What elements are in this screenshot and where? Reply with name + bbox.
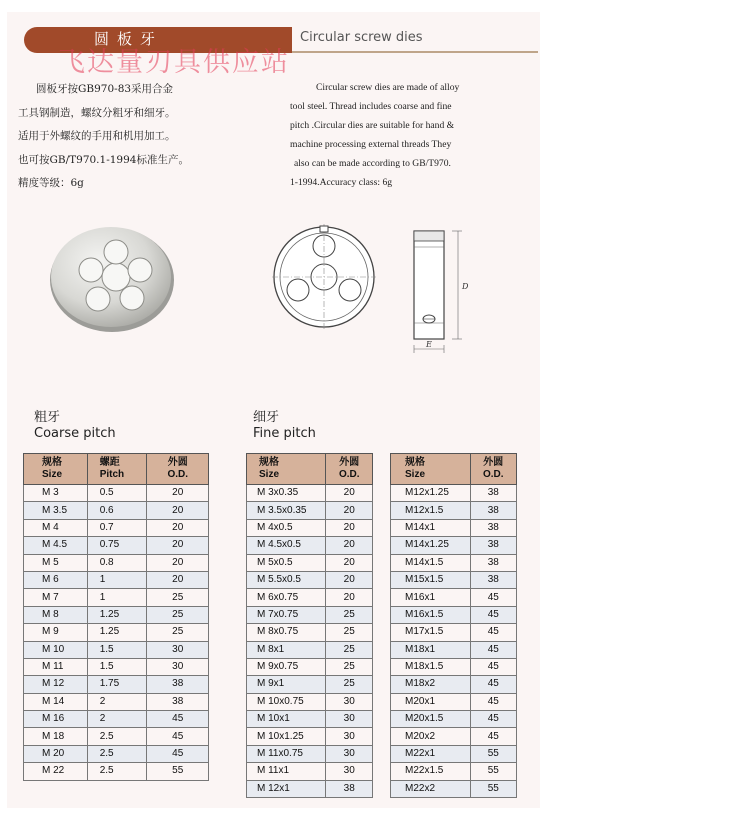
description-en-line: pitch .Circular dies are suitable for hand & [290,120,455,131]
table-cell: 1.25 [87,606,147,623]
table-cell: 0.75 [87,537,147,554]
table-cell: M 6x0.75 [247,589,326,606]
table-cell: 25 [326,658,373,675]
die-photo [48,222,178,334]
table-cell: M18x2 [391,676,471,693]
table-cell: 38 [147,693,209,710]
table-row [391,763,517,780]
table-row [24,763,209,780]
header-size: 规格 Size [391,454,471,485]
table-cell: M 10x1 [247,711,326,728]
table-cell: M 4.5 [24,537,88,554]
table-row [24,485,209,502]
table-row [247,554,373,571]
table-row [391,641,517,658]
table-cell: 1 [87,589,147,606]
table-cell: 2 [87,711,147,728]
table-row [247,711,373,728]
table-row [391,606,517,623]
table-cell: 20 [326,554,373,571]
table-cell: 20 [326,502,373,519]
table-cell: 20 [326,519,373,536]
table-row [391,537,517,554]
coarse-title-cn: 粗牙 [34,410,61,425]
table-cell: M20x2 [391,728,471,745]
table-cell: 25 [147,589,209,606]
table-cell: M16x1 [391,589,471,606]
table-cell: 30 [326,693,373,710]
table-cell: 30 [326,728,373,745]
table-cell: M 5 [24,554,88,571]
table-cell: M14x1.5 [391,554,471,571]
table-cell: 38 [470,537,516,554]
table-cell: 20 [147,502,209,519]
table-cell: M 9x1 [247,676,326,693]
table-row [247,693,373,710]
table-cell: M 10 [24,641,88,658]
table-row [247,589,373,606]
table-row [391,589,517,606]
table-cell: 20 [326,485,373,502]
table-cell: 38 [147,676,209,693]
table-cell: M 9 [24,624,88,641]
table-cell: 1.5 [87,658,147,675]
table-cell: 1.75 [87,676,147,693]
table-cell: M12x1.5 [391,502,471,519]
table-row [247,676,373,693]
description-en-line: tool steel. Thread includes coarse and fine [290,101,452,112]
table-row [247,780,373,797]
table-cell: M 8x1 [247,641,326,658]
table-cell: 45 [470,728,516,745]
table-cell: 38 [470,554,516,571]
table-cell: M 4.5x0.5 [247,537,326,554]
table-cell: 0.5 [87,485,147,502]
description-cn-line: 适用于外螺纹的手用和机用加工。 [18,130,176,142]
table-row [391,780,517,797]
table-cell: 45 [470,693,516,710]
table-cell: 20 [147,571,209,588]
table-cell: M 3x0.35 [247,485,326,502]
table-cell: M22x2 [391,780,471,797]
table-cell: M 5x0.5 [247,554,326,571]
table-cell: 2 [87,693,147,710]
table-cell: 45 [147,728,209,745]
description-en-line: machine processing external threads They [290,139,452,150]
table-row [391,519,517,536]
table-cell: 20 [326,589,373,606]
table-cell: M14x1.25 [391,537,471,554]
description-cn [18,78,233,196]
table-cell: 45 [470,676,516,693]
table-cell: 38 [470,571,516,588]
table-cell: M 4 [24,519,88,536]
dim-e-label: E [426,340,432,349]
table-cell: 0.7 [87,519,147,536]
table-cell: 1.5 [87,641,147,658]
coarse-title-en: Coarse pitch [34,426,116,441]
table-cell: M 11x0.75 [247,745,326,762]
table-cell: 25 [326,676,373,693]
description-cn-line: 也可按GB/T970.1-1994标准生产。 [18,153,189,166]
table-cell: 25 [326,606,373,623]
table-cell: 30 [326,711,373,728]
die-front-drawing [268,222,376,332]
table-cell: 38 [326,780,373,797]
table-cell: M 18 [24,728,88,745]
header-size: 规格 Size [24,454,88,485]
table-row [391,728,517,745]
table-row [391,554,517,571]
fine-pitch-table-right [390,453,517,798]
header-size: 规格 Size [247,454,326,485]
table-cell: M16x1.5 [391,606,471,623]
table-row [391,485,517,502]
table-row [24,658,209,675]
table-row [391,693,517,710]
table-cell: 1.25 [87,624,147,641]
table-row [391,502,517,519]
table-row [247,519,373,536]
table-cell: M20x1.5 [391,711,471,728]
table-cell: 2.5 [87,745,147,762]
table-cell: 45 [147,745,209,762]
table-cell: 45 [470,606,516,623]
table-cell: 38 [470,519,516,536]
table-cell: 45 [470,658,516,675]
table-cell: 2.5 [87,728,147,745]
table-cell: 45 [147,711,209,728]
table-row [247,537,373,554]
table-row [24,745,209,762]
table-row [24,728,209,745]
table-cell: 20 [147,519,209,536]
table-row [391,571,517,588]
table-row [391,711,517,728]
table-cell: 30 [147,641,209,658]
table-cell: 20 [147,485,209,502]
table-row [24,502,209,519]
table-cell: 55 [470,780,516,797]
fine-title-en: Fine pitch [253,426,316,441]
watermark: 飞达量刃具供应站 [58,47,290,78]
page-title-en: Circular screw dies [300,30,423,45]
table-cell: 38 [470,502,516,519]
table-cell: M 4x0.5 [247,519,326,536]
description-en [290,78,502,192]
die-side-drawing [408,225,480,355]
table-row [391,624,517,641]
header-pitch: 螺距 Pitch [87,454,147,485]
header-od: 外圆 O.D. [147,454,209,485]
table-cell: M 9x0.75 [247,658,326,675]
table-cell: M 8 [24,606,88,623]
table-cell: M 20 [24,745,88,762]
table-cell: 2.5 [87,763,147,780]
table-cell: 25 [326,624,373,641]
table-cell: M18x1 [391,641,471,658]
table-row [24,537,209,554]
table-cell: 55 [147,763,209,780]
table-cell: M22x1 [391,745,471,762]
table-cell: M 16 [24,711,88,728]
table-cell: M 3 [24,485,88,502]
table-row [247,502,373,519]
coarse-section-title [34,410,116,442]
table-cell: M15x1.5 [391,571,471,588]
table-cell: M14x1 [391,519,471,536]
table-row [391,745,517,762]
table-cell: 20 [147,554,209,571]
header-od: 外圆 O.D. [326,454,373,485]
table-cell: 20 [326,571,373,588]
table-cell: M17x1.5 [391,624,471,641]
table-cell: 45 [470,624,516,641]
table-row [24,519,209,536]
table-cell: 45 [470,641,516,658]
table-cell: M 5.5x0.5 [247,571,326,588]
table-cell: 30 [326,763,373,780]
table-row [247,745,373,762]
page-title-cn: 圆板牙 [94,30,164,48]
description-cn-line: 精度等级：6g [18,177,84,189]
table-cell: 20 [326,537,373,554]
table-cell: M 3.5 [24,502,88,519]
description-cn-line: 工具钢制造，螺纹分粗牙和细牙。 [18,106,176,119]
table-cell: 45 [470,589,516,606]
table-cell: M 22 [24,763,88,780]
table-row [391,676,517,693]
table-row [24,676,209,693]
table-cell: M 7 [24,589,88,606]
table-row [391,658,517,675]
table-row [247,624,373,641]
table-cell: M 10x1.25 [247,728,326,745]
table-row [247,571,373,588]
table-cell: 25 [147,606,209,623]
table-cell: M 12 [24,676,88,693]
table-cell: M 3.5x0.35 [247,502,326,519]
table-cell: 55 [470,763,516,780]
table-cell: 38 [470,485,516,502]
table-cell: 0.6 [87,502,147,519]
table-cell: M12x1.25 [391,485,471,502]
table-row [24,641,209,658]
table-row [24,693,209,710]
table-row [247,728,373,745]
dim-d-label: D [462,282,469,291]
table-row [247,763,373,780]
table-row [24,711,209,728]
table-cell: 25 [326,641,373,658]
table-row [24,554,209,571]
table-row [24,624,209,641]
table-row [247,641,373,658]
table-cell: M 14 [24,693,88,710]
fine-title-cn: 细牙 [253,410,280,425]
table-cell: M22x1.5 [391,763,471,780]
description-cn-line: 圆板牙按GB970-83采用合金 [36,83,174,95]
description-en-line: 1-1994.Accuracy class: 6g [290,177,393,188]
table-row [24,589,209,606]
table-row [24,571,209,588]
table-cell: 30 [326,745,373,762]
table-cell: 30 [147,658,209,675]
title-rule [292,51,538,53]
table-cell: 25 [147,624,209,641]
fine-pitch-table-left [246,453,373,798]
table-cell: M18x1.5 [391,658,471,675]
table-cell: M 11 [24,658,88,675]
table-cell: M 8x0.75 [247,624,326,641]
table-cell: 45 [470,711,516,728]
table-cell: M 7x0.75 [247,606,326,623]
description-en-line: also can be made according to GB/T970. [294,158,451,169]
coarse-pitch-table [23,453,209,781]
table-cell: 0.8 [87,554,147,571]
header-od: 外圆 O.D. [470,454,516,485]
table-row [247,658,373,675]
table-cell: 20 [147,537,209,554]
fine-section-title [253,410,316,442]
table-cell: M 10x0.75 [247,693,326,710]
table-row [24,606,209,623]
table-row [247,606,373,623]
table-cell: M 11x1 [247,763,326,780]
table-cell: 1 [87,571,147,588]
table-cell: M 6 [24,571,88,588]
table-cell: 55 [470,745,516,762]
table-cell: M20x1 [391,693,471,710]
description-en-line: Circular screw dies are made of alloy [316,82,460,93]
table-cell: M 12x1 [247,780,326,797]
table-row [247,485,373,502]
